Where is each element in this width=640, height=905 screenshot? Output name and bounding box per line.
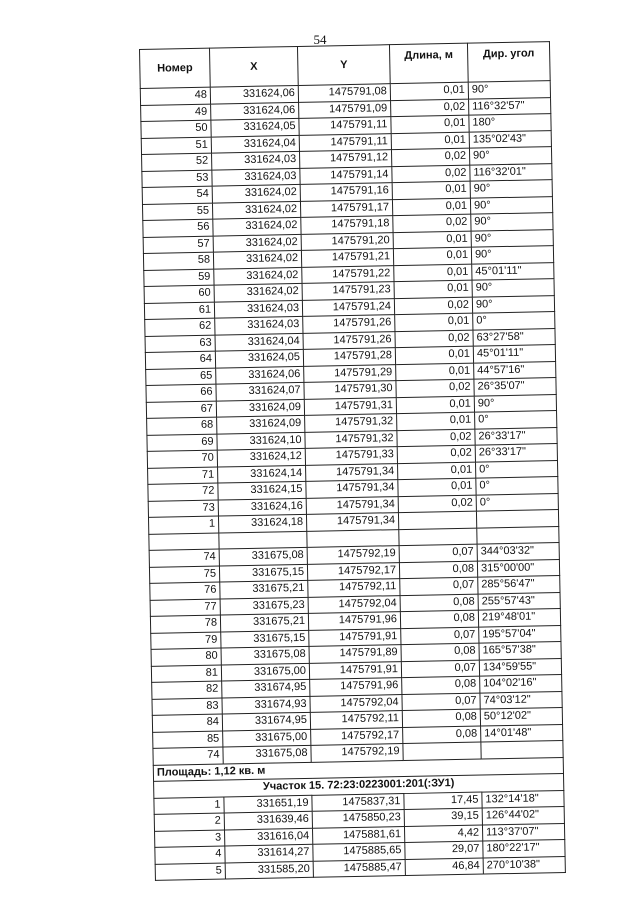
x-coordinate: 331675,08 <box>219 547 307 565</box>
x-coordinate: 331624,02 <box>213 250 301 268</box>
x-coordinate: 331674,95 <box>222 679 310 697</box>
segment-length: 0,01 <box>394 280 472 298</box>
segment-length: 0,02 <box>398 495 476 513</box>
direction-angle: 0° <box>475 411 557 429</box>
direction-angle: 113°37'07" <box>482 823 564 841</box>
direction-angle: 219°48'01" <box>478 609 560 627</box>
x-coordinate: 331624,09 <box>217 415 305 433</box>
segment-length: 0,02 <box>392 165 470 183</box>
y-coordinate: 1475791,34 <box>306 463 398 481</box>
direction-angle: 126°44'02" <box>482 806 564 824</box>
x-coordinate: 331675,21 <box>220 580 308 598</box>
direction-angle: 45°01'11" <box>473 345 555 363</box>
y-coordinate: 1475791,34 <box>306 513 398 531</box>
point-number: 57 <box>143 236 213 254</box>
segment-length: 0,02 <box>396 379 474 397</box>
point-number: 2 <box>154 813 224 831</box>
page-number: 54 <box>313 32 327 47</box>
point-number: 54 <box>142 186 212 204</box>
y-coordinate: 1475850,23 <box>312 810 404 828</box>
segment-length: 0,02 <box>393 214 471 232</box>
x-coordinate: 331675,21 <box>220 613 308 631</box>
x-coordinate: 331651,19 <box>224 795 312 813</box>
y-coordinate: 1475791,26 <box>303 315 395 333</box>
segment-length: 0,07 <box>399 544 477 562</box>
header-x: X <box>209 46 298 87</box>
y-coordinate: 1475792,04 <box>310 694 402 712</box>
x-coordinate: 331624,18 <box>218 514 306 532</box>
y-coordinate: 1475792,19 <box>311 744 403 762</box>
point-number: 56 <box>143 219 213 237</box>
y-coordinate: 1475791,34 <box>306 496 398 514</box>
x-coordinate: 331614,27 <box>225 844 313 862</box>
y-coordinate: 1475791,33 <box>305 447 397 465</box>
direction-angle: 135°02'43" <box>469 130 551 148</box>
segment-length: 0,07 <box>401 627 479 645</box>
x-coordinate: 331624,05 <box>215 349 303 367</box>
point-number: 59 <box>144 269 214 287</box>
y-coordinate: 1475791,31 <box>304 397 396 415</box>
x-coordinate: 331675,23 <box>220 597 308 615</box>
y-coordinate: 1475791,32 <box>305 414 397 432</box>
segment-length <box>403 742 481 760</box>
point-number: 75 <box>149 566 219 584</box>
direction-angle: 104°02'16" <box>480 675 562 693</box>
segment-length: 0,01 <box>395 313 473 331</box>
y-coordinate: 1475791,09 <box>299 100 391 118</box>
point-number: 5 <box>155 862 225 880</box>
y-coordinate: 1475791,29 <box>304 364 396 382</box>
x-coordinate: 331624,02 <box>212 184 300 202</box>
point-number: 51 <box>141 137 211 155</box>
point-number: 73 <box>148 500 218 518</box>
direction-angle: 116°32'01" <box>470 163 552 181</box>
x-coordinate: 331624,07 <box>216 382 304 400</box>
point-number: 85 <box>153 731 223 749</box>
point-number: 1 <box>148 516 218 534</box>
segment-length: 0,02 <box>395 330 473 348</box>
direction-angle: 255°57'43" <box>478 592 560 610</box>
segment-length: 0,08 <box>400 594 478 612</box>
point-number: 76 <box>150 582 220 600</box>
y-coordinate: 1475792,04 <box>308 595 400 613</box>
y-coordinate: 1475792,11 <box>310 711 402 729</box>
y-coordinate: 1475791,16 <box>300 183 392 201</box>
direction-angle: 26°33'17" <box>475 444 557 462</box>
y-coordinate: 1475791,24 <box>302 298 394 316</box>
direction-angle: 26°35'07" <box>474 378 556 396</box>
direction-angle: 44°57'16" <box>474 361 556 379</box>
x-coordinate: 331675,15 <box>219 564 307 582</box>
y-coordinate: 1475791,32 <box>305 430 397 448</box>
x-coordinate: 331675,08 <box>221 646 309 664</box>
x-coordinate: 331624,15 <box>218 481 306 499</box>
direction-angle: 165°57'38" <box>479 642 561 660</box>
point-number: 71 <box>148 467 218 485</box>
y-coordinate: 1475791,91 <box>309 628 401 646</box>
y-coordinate: 1475791,96 <box>308 612 400 630</box>
x-coordinate: 331624,03 <box>215 316 303 334</box>
direction-angle: 0° <box>473 312 555 330</box>
point-number: 78 <box>150 615 220 633</box>
x-coordinate: 331624,02 <box>214 283 302 301</box>
y-coordinate: 1475791,30 <box>304 381 396 399</box>
direction-angle: 315°00'00" <box>477 559 559 577</box>
x-coordinate: 331624,02 <box>213 217 301 235</box>
y-coordinate: 1475791,34 <box>306 480 398 498</box>
segment-length: 0,08 <box>402 709 480 727</box>
segment-length: 0,08 <box>403 726 481 744</box>
header-num: Номер <box>140 48 211 88</box>
point-number: 49 <box>141 104 211 122</box>
x-coordinate: 331624,12 <box>217 448 305 466</box>
segment-length: 0,01 <box>392 198 470 216</box>
x-coordinate: 331624,06 <box>210 85 298 103</box>
y-coordinate: 1475881,61 <box>312 826 404 844</box>
point-number: 80 <box>151 648 221 666</box>
segment-length: 0,01 <box>391 115 469 133</box>
point-number: 70 <box>147 450 217 468</box>
y-coordinate: 1475885,65 <box>313 843 405 861</box>
point-number: 74 <box>153 747 223 765</box>
point-number: 83 <box>152 698 222 716</box>
segment-length <box>398 511 476 529</box>
direction-angle: 285°56'47" <box>478 576 560 594</box>
point-number: 55 <box>142 203 212 221</box>
x-coordinate: 331624,03 <box>214 300 302 318</box>
empty-cell <box>307 529 399 547</box>
segment-length: 29,07 <box>405 841 483 859</box>
point-number: 48 <box>140 87 210 105</box>
x-coordinate: 331585,20 <box>225 861 313 879</box>
y-coordinate: 1475791,91 <box>309 661 401 679</box>
segment-length: 39,15 <box>404 808 482 826</box>
segment-length: 0,07 <box>402 693 480 711</box>
y-coordinate: 1475791,17 <box>300 199 392 217</box>
y-coordinate: 1475791,11 <box>299 117 391 135</box>
point-number: 63 <box>145 335 215 353</box>
x-coordinate: 331675,08 <box>223 745 311 763</box>
segment-length: 0,02 <box>391 99 469 117</box>
direction-angle: 0° <box>475 460 557 478</box>
y-coordinate: 1475791,21 <box>301 249 393 267</box>
y-coordinate: 1475791,96 <box>310 678 402 696</box>
x-coordinate: 331624,02 <box>213 234 301 252</box>
y-coordinate: 1475792,11 <box>308 579 400 597</box>
y-coordinate: 1475791,08 <box>298 84 390 102</box>
point-number: 68 <box>147 417 217 435</box>
direction-angle: 26°33'17" <box>475 427 557 445</box>
empty-cell <box>477 526 559 544</box>
direction-angle: 74°03'12" <box>480 691 562 709</box>
direction-angle: 90° <box>472 279 554 297</box>
direction-angle: 90° <box>469 147 551 165</box>
x-coordinate: 331624,03 <box>212 168 300 186</box>
segment-length: 0,01 <box>391 132 469 150</box>
segment-length: 0,07 <box>400 577 478 595</box>
segment-length: 0,01 <box>398 478 476 496</box>
segment-length: 0,08 <box>401 643 479 661</box>
segment-length: 0,01 <box>396 396 474 414</box>
y-coordinate: 1475791,20 <box>301 232 393 250</box>
y-coordinate: 1475792,17 <box>311 727 403 745</box>
segment-length: 0,08 <box>400 610 478 628</box>
x-coordinate: 331674,95 <box>222 712 310 730</box>
y-coordinate: 1475791,89 <box>309 645 401 663</box>
x-coordinate: 331624,14 <box>218 465 306 483</box>
segment-length: 0,01 <box>397 462 475 480</box>
direction-angle: 116°32'57" <box>469 97 551 115</box>
segment-length: 0,02 <box>397 445 475 463</box>
x-coordinate: 331639,46 <box>224 811 312 829</box>
empty-cell <box>399 528 477 546</box>
segment-length: 0,01 <box>397 412 475 430</box>
point-number: 74 <box>149 549 219 567</box>
point-number: 4 <box>155 846 225 864</box>
segment-length: 0,01 <box>393 231 471 249</box>
segment-length: 46,84 <box>405 858 483 876</box>
coordinates-sheet <box>139 41 565 881</box>
x-coordinate: 331624,16 <box>218 498 306 516</box>
direction-angle: 90° <box>468 81 550 99</box>
segment-length: 0,08 <box>399 561 477 579</box>
segment-length: 4,42 <box>404 825 482 843</box>
point-number: 52 <box>142 153 212 171</box>
area-label: Площадь: 1,12 кв. м <box>153 757 563 781</box>
point-number: 62 <box>145 318 215 336</box>
direction-angle: 14°01'48" <box>481 724 563 742</box>
direction-angle: 45°01'11" <box>472 262 554 280</box>
y-coordinate: 1475885,47 <box>313 859 405 877</box>
point-number: 65 <box>146 368 216 386</box>
x-coordinate: 331624,09 <box>216 399 304 417</box>
segment-length: 0,01 <box>396 363 474 381</box>
point-number: 72 <box>148 483 218 501</box>
direction-angle: 180° <box>469 114 551 132</box>
x-coordinate: 331624,04 <box>215 333 303 351</box>
direction-angle: 90° <box>470 196 552 214</box>
x-coordinate: 331674,93 <box>222 696 310 714</box>
direction-angle <box>476 510 558 528</box>
empty-cell <box>219 531 307 549</box>
point-number: 69 <box>147 434 217 452</box>
x-coordinate: 331616,04 <box>224 828 312 846</box>
y-coordinate: 1475791,12 <box>299 150 391 168</box>
point-number: 61 <box>144 302 214 320</box>
empty-cell <box>149 533 219 551</box>
point-number: 50 <box>141 120 211 138</box>
direction-angle: 90° <box>470 180 552 198</box>
direction-angle: 90° <box>471 229 553 247</box>
segment-length: 0,01 <box>392 181 470 199</box>
direction-angle: 270°10'38" <box>483 856 565 874</box>
direction-angle: 0° <box>476 477 558 495</box>
segment-length: 0,02 <box>394 297 472 315</box>
y-coordinate: 1475791,22 <box>302 265 394 283</box>
direction-angle: 132°14'18" <box>482 790 564 808</box>
point-number: 66 <box>146 384 216 402</box>
x-coordinate: 331624,03 <box>212 151 300 169</box>
point-number: 67 <box>146 401 216 419</box>
point-number: 60 <box>144 285 214 303</box>
direction-angle: 180°22'17" <box>483 839 565 857</box>
point-number: 82 <box>152 681 222 699</box>
direction-angle: 134°59'55" <box>479 658 561 676</box>
direction-angle: 90° <box>471 213 553 231</box>
direction-angle: 90° <box>471 246 553 264</box>
point-number: 79 <box>151 632 221 650</box>
segment-length: 0,08 <box>402 676 480 694</box>
header-angle: Дир. угол <box>467 42 550 83</box>
direction-angle: 195°57'04" <box>479 625 561 643</box>
y-coordinate: 1475792,17 <box>307 562 399 580</box>
point-number: 1 <box>154 797 224 815</box>
point-number: 84 <box>152 714 222 732</box>
segment-length: 0,07 <box>401 660 479 678</box>
direction-angle: 90° <box>474 394 556 412</box>
y-coordinate: 1475791,26 <box>303 331 395 349</box>
point-number: 81 <box>151 665 221 683</box>
segment-length: 0,01 <box>395 346 473 364</box>
header-y: Y <box>297 45 390 86</box>
x-coordinate: 331675,00 <box>223 729 311 747</box>
point-number: 53 <box>142 170 212 188</box>
point-number: 64 <box>145 351 215 369</box>
x-coordinate: 331624,02 <box>214 267 302 285</box>
direction-angle: 344°03'32" <box>477 543 559 561</box>
x-coordinate: 331675,15 <box>221 630 309 648</box>
y-coordinate: 1475791,11 <box>299 133 391 151</box>
direction-angle: 63°27'58" <box>473 328 555 346</box>
segment-length: 17,45 <box>404 792 482 810</box>
segment-length: 0,01 <box>394 264 472 282</box>
table-body <box>140 81 565 881</box>
direction-angle: 90° <box>472 295 554 313</box>
point-number: 77 <box>150 599 220 617</box>
x-coordinate: 331624,02 <box>212 201 300 219</box>
direction-angle <box>481 740 563 758</box>
segment-length: 0,02 <box>391 148 469 166</box>
point-number: 3 <box>155 830 225 848</box>
y-coordinate: 1475791,14 <box>300 166 392 184</box>
segment-length: 0,01 <box>390 82 468 100</box>
y-coordinate: 1475837,31 <box>312 793 404 811</box>
x-coordinate: 331624,06 <box>211 102 299 120</box>
direction-angle: 0° <box>476 493 558 511</box>
direction-angle: 50°12'02" <box>480 707 562 725</box>
segment-length: 0,02 <box>397 429 475 447</box>
section-title: Участок 15. 72:23:0223001:201(:ЗУ1) <box>154 773 564 797</box>
x-coordinate: 331675,00 <box>221 663 309 681</box>
x-coordinate: 331624,04 <box>211 135 299 153</box>
y-coordinate: 1475791,18 <box>301 216 393 234</box>
coordinates-table <box>139 41 566 881</box>
x-coordinate: 331624,05 <box>211 118 299 136</box>
y-coordinate: 1475792,19 <box>307 546 399 564</box>
header-length: Длина, м <box>389 43 468 83</box>
point-number: 58 <box>143 252 213 270</box>
x-coordinate: 331624,06 <box>216 366 304 384</box>
x-coordinate: 331624,10 <box>217 432 305 450</box>
segment-length: 0,01 <box>393 247 471 265</box>
y-coordinate: 1475791,28 <box>303 348 395 366</box>
y-coordinate: 1475791,23 <box>302 282 394 300</box>
